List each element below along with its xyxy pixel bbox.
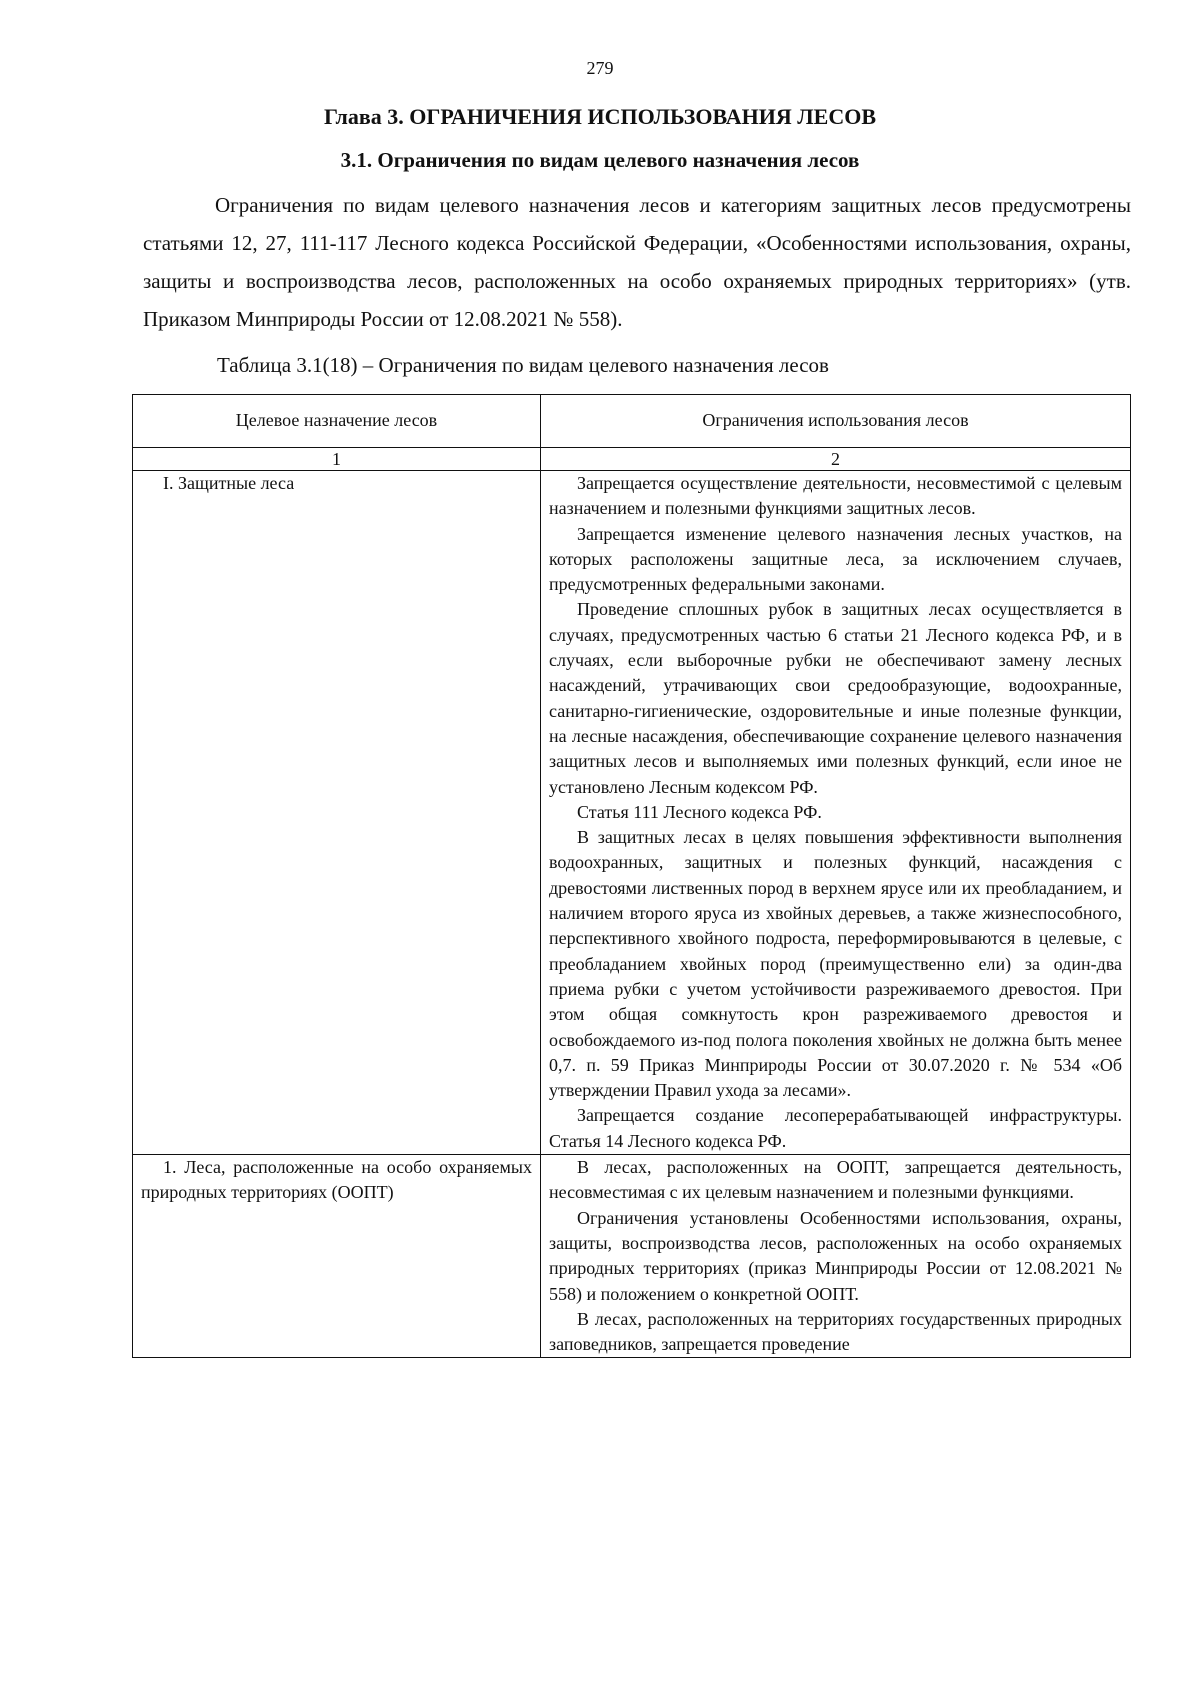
- page-number: 279: [586, 58, 614, 78]
- row-purpose: 1. Леса, расположенные на особо охраняемых природных территориях (ООПТ): [133, 1155, 541, 1358]
- restriction-paragraph: В защитных лесах в целях повышения эффективности выполнения водоохранных, защитных и полезных функций, насаждения с древостоями лиственных пород в верхнем ярусе или их преобладанием, и наличием второго яруса из хвойных деревьев, а также жизнеспособного, перспективного хвойного подроста, переформировываются в целевые, с преобладанием хвойных пород (преимущественно ели) за один-два приема рубки с учетом устойчивости разреживаемого древостоя. При этом общая сомкнутость крон разреживаемого древостоя и освобождаемого из-под полога поколения хвойных не должна быть менее 0,7. п. 59 Приказ Минприроды России от 30.07.2020 г. № 534 «Об утверждении Правил ухода за лесами».: [549, 827, 1122, 1101]
- table-row: [133, 1155, 1131, 1358]
- intro-paragraph: Ограничения по видам целевого назначения лесов и категориям защитных лесов предусмотрены статьями 12, 27, 111-117 Лесного кодекса Российской Федерации, «Особенностями использования, охраны, защиты и воспроизводства лесов, расположенных на особо охраняемых природных территориях» (утв. Приказом Минприроды России от 12.08.2021 № 558).: [143, 193, 1131, 331]
- restriction-paragraph: Статья 111 Лесного кодекса РФ.: [577, 801, 822, 822]
- row-restrictions: [541, 1155, 1131, 1358]
- column-number-2: 2: [541, 448, 1131, 471]
- restriction-paragraph: Ограничения установлены Особенностями использования, охраны, защиты, воспроизводства лесов, расположенных на особо охраняемых природных территориях (приказ Минприроды России от 12.08.2021 № 558) и положением о конкретной ООПТ.: [549, 1207, 1122, 1304]
- row-restrictions: [541, 471, 1131, 1155]
- header-purpose: Целевое назначение лесов: [133, 395, 541, 448]
- column-number-row: [133, 448, 1131, 471]
- column-number-1: 1: [133, 448, 541, 471]
- restriction-paragraph: В лесах, расположенных на территориях государственных природных заповедников, запрещается проведение: [549, 1308, 1122, 1355]
- table-header-row: [133, 395, 1131, 448]
- chapter-title: Глава 3. ОГРАНИЧЕНИЯ ИСПОЛЬЗОВАНИЯ ЛЕСОВ: [324, 104, 876, 129]
- table-caption: Таблица 3.1(18) – Ограничения по видам целевого назначения лесов: [217, 353, 829, 377]
- restriction-paragraph: Запрещается создание лесоперерабатывающей инфраструктуры. Статья 14 Лесного кодекса РФ.: [549, 1105, 1122, 1151]
- restrictions-table: [132, 394, 1131, 1358]
- table-row: [133, 471, 1131, 1155]
- section-title: 3.1. Ограничения по видам целевого назначения лесов: [340, 148, 860, 172]
- restriction-paragraph: В лесах, расположенных на ООПТ, запрещается деятельность, несовместимая с их целевым назначением и полезными функциями.: [549, 1157, 1122, 1203]
- header-restrictions: Ограничения использования лесов: [541, 395, 1131, 448]
- row-purpose: I. Защитные леса: [133, 471, 541, 1155]
- restriction-paragraph: Запрещается осуществление деятельности, несовместимой с целевым назначением и полезными функциями защитных лесов.: [549, 473, 1122, 519]
- restriction-paragraph: Проведение сплошных рубок в защитных лесах осуществляется в случаях, предусмотренных частью 6 статьи 21 Лесного кодекса РФ, и в случаях, если выборочные рубки не обеспечивают замену лесных насаждений, утрачивающих свои средообразующие, водоохранные, санитарно-гигиенические, оздоровительные и иные полезные функции, на лесные насаждения, обеспечивающие сохранение целевого назначения защитных лесов и выполняемых ими полезных функций, если иное не установлено Лесным кодексом РФ.: [549, 599, 1122, 797]
- restriction-paragraph: Запрещается изменение целевого назначения лесных участков, на которых расположены защитные леса, за исключением случаев, предусмотренных федеральными законами.: [549, 523, 1122, 595]
